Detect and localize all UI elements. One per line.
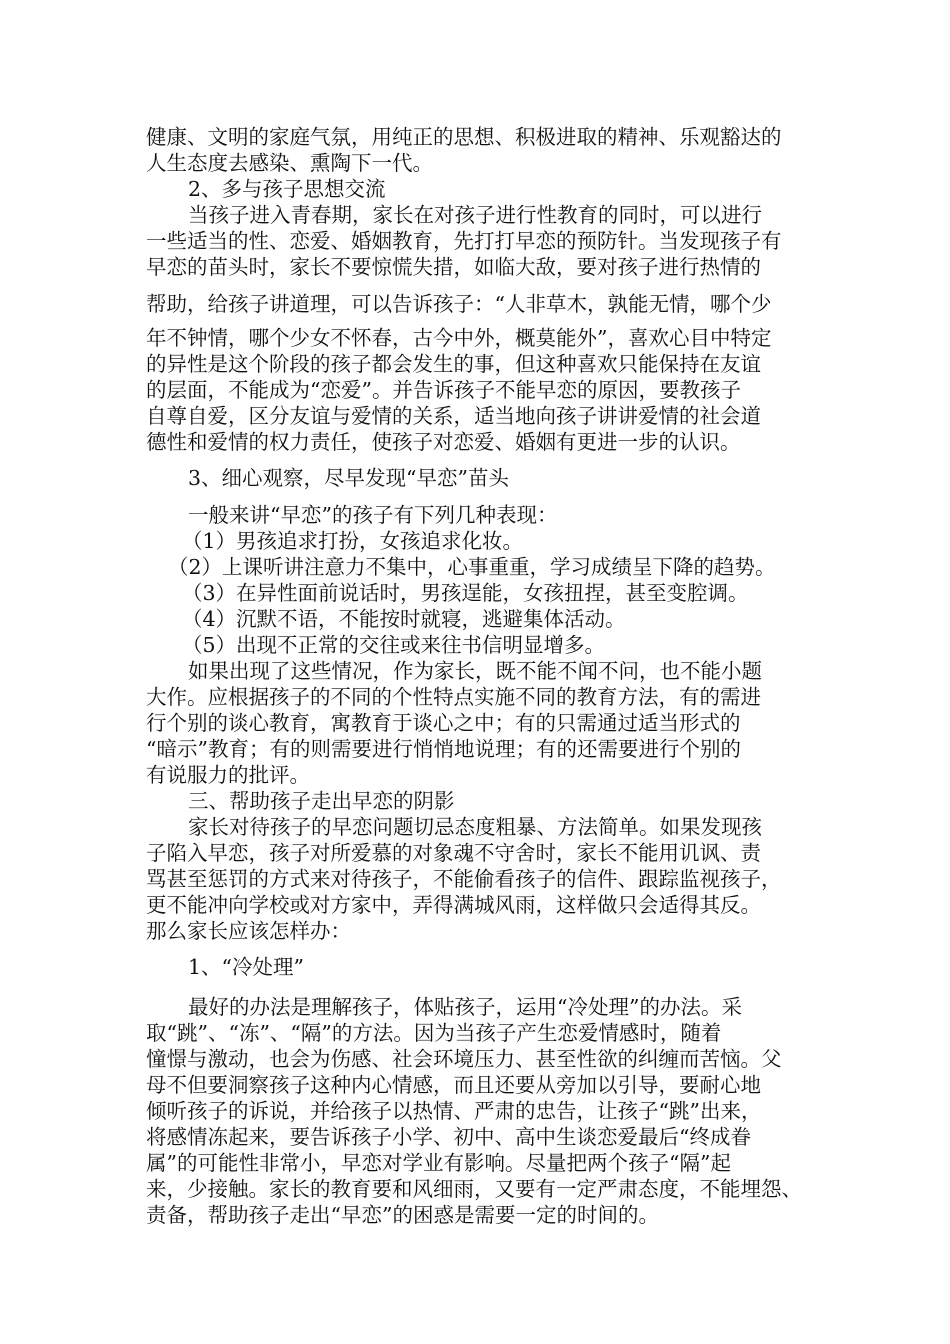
paragraph-line: 来，少接触。家长的教育要和风细雨，又要有一定严肃态度，不能埋怨、	[146, 1177, 802, 1201]
section-heading: 三、帮助孩子走出早恋的阴影	[188, 789, 455, 813]
paragraph-line: 一些适当的性、恋爱、婚姻教育，先打打早恋的预防针。当发现孩子有	[146, 229, 782, 253]
section-heading: 3、细心观察，尽早发现“早恋”苗头	[188, 466, 510, 490]
paragraph-line: 当孩子进入青春期，家长在对孩子进行性教育的同时，可以进行	[188, 203, 762, 227]
section-heading: 1、“冷处理”	[188, 955, 305, 979]
paragraph-line: 子陷入早恋，孩子对所爱慕的对象魂不守舍时，家长不能用讥讽、责	[146, 841, 761, 865]
paragraph-line: 帮助，给孩子讲道理，可以告诉孩子：“人非草木，孰能无情，哪个少	[146, 292, 772, 316]
paragraph-line: 骂甚至惩罚的方式来对待孩子，不能偷看孩子的信件、跟踪监视孩子，	[146, 867, 782, 891]
list-item: （5）出现不正常的交往或来往书信明显增多。	[182, 633, 606, 657]
paragraph-line: 有说服力的批评。	[146, 763, 310, 787]
list-item: （1）男孩追求打扮，女孩追求化妆。	[182, 529, 524, 553]
paragraph-line: 那么家长应该怎样办：	[146, 919, 351, 943]
paragraph-line: 将感情冻起来，要告诉孩子小学、初中、高中生谈恋爱最后“终成眷	[146, 1125, 751, 1149]
paragraph-line: 取“跳”、“冻”、“隔”的方法。因为当孩子产生恋爱情感时，随着	[146, 1021, 722, 1045]
paragraph-line: 更不能冲向学校或对方家中，弄得满城风雨，这样做只会适得其反。	[146, 893, 761, 917]
paragraph-line: 自尊自爱，区分友谊与爱情的关系，适当地向孩子讲讲爱情的社会道	[146, 404, 761, 428]
section-heading: 2、多与孩子思想交流	[188, 177, 386, 201]
paragraph-line: “暗示”教育；有的则需要进行悄悄地说理；有的还需要进行个别的	[146, 737, 741, 761]
paragraph-line: 年不钟情，哪个少女不怀春，古今中外，概莫能外”，喜欢心目中特定	[146, 326, 772, 350]
list-item: （3）在异性面前说话时，男孩逞能，女孩扭捏，甚至变腔调。	[182, 581, 749, 605]
paragraph-line: 最好的办法是理解孩子，体贴孩子，运用“冷处理”的办法。采	[188, 995, 742, 1019]
paragraph-line: 早恋的苗头时，家长不要惊慌失措，如临大敌，要对孩子进行热情的	[146, 255, 761, 279]
paragraph-line: 责备，帮助孩子走出“早恋”的困惑是需要一定的时间的。	[146, 1203, 659, 1227]
paragraph-line: 的异性是这个阶段的孩子都会发生的事，但这种喜欢只能保持在友谊	[146, 352, 761, 376]
paragraph-line: 属”的可能性非常小，早恋对学业有影响。尽量把两个孩子“隔”起	[146, 1151, 731, 1175]
paragraph-line: 一般来讲“早恋”的孩子有下列几种表现：	[188, 503, 558, 527]
paragraph-line: 行个别的谈心教育，寓教育于谈心之中；有的只需通过适当形式的	[146, 711, 741, 735]
list-item: （4）沉默不语，不能按时就寝，逃避集体活动。	[182, 607, 626, 631]
paragraph-line: 倾听孩子的诉说，并给孩子以热情、严肃的忠告，让孩子“跳”出来，	[146, 1099, 762, 1123]
paragraph-line: 健康、文明的家庭气氛，用纯正的思想、积极进取的精神、乐观豁达的	[146, 125, 782, 149]
paragraph-line: 家长对待孩子的早恋问题切忌态度粗暴、方法简单。如果发现孩	[188, 815, 762, 839]
paragraph-line: 憧憬与激动，也会为伤感、社会环境压力、甚至性欲的纠缠而苦恼。父	[146, 1047, 782, 1071]
paragraph-line: 德性和爱情的权力责任，使孩子对恋爱、婚姻有更进一步的认识。	[146, 430, 741, 454]
paragraph-line: 如果出现了这些情况，作为家长，既不能不闻不问，也不能小题	[188, 659, 762, 683]
paragraph-line: 大作。应根据孩子的不同的个性特点实施不同的教育方法，有的需进	[146, 685, 761, 709]
paragraph-line: 人生态度去感染、熏陶下一代。	[146, 151, 433, 175]
paragraph-line: 母不但要洞察孩子这种内心情感，而且还要从旁加以引导，要耐心地	[146, 1073, 761, 1097]
paragraph-line: 的层面，不能成为“恋爱”。并告诉孩子不能早恋的原因，要教孩子	[146, 378, 741, 402]
list-item: （2）上课听讲注意力不集中，心事重重，学习成绩呈下降的趋势。	[168, 555, 776, 579]
